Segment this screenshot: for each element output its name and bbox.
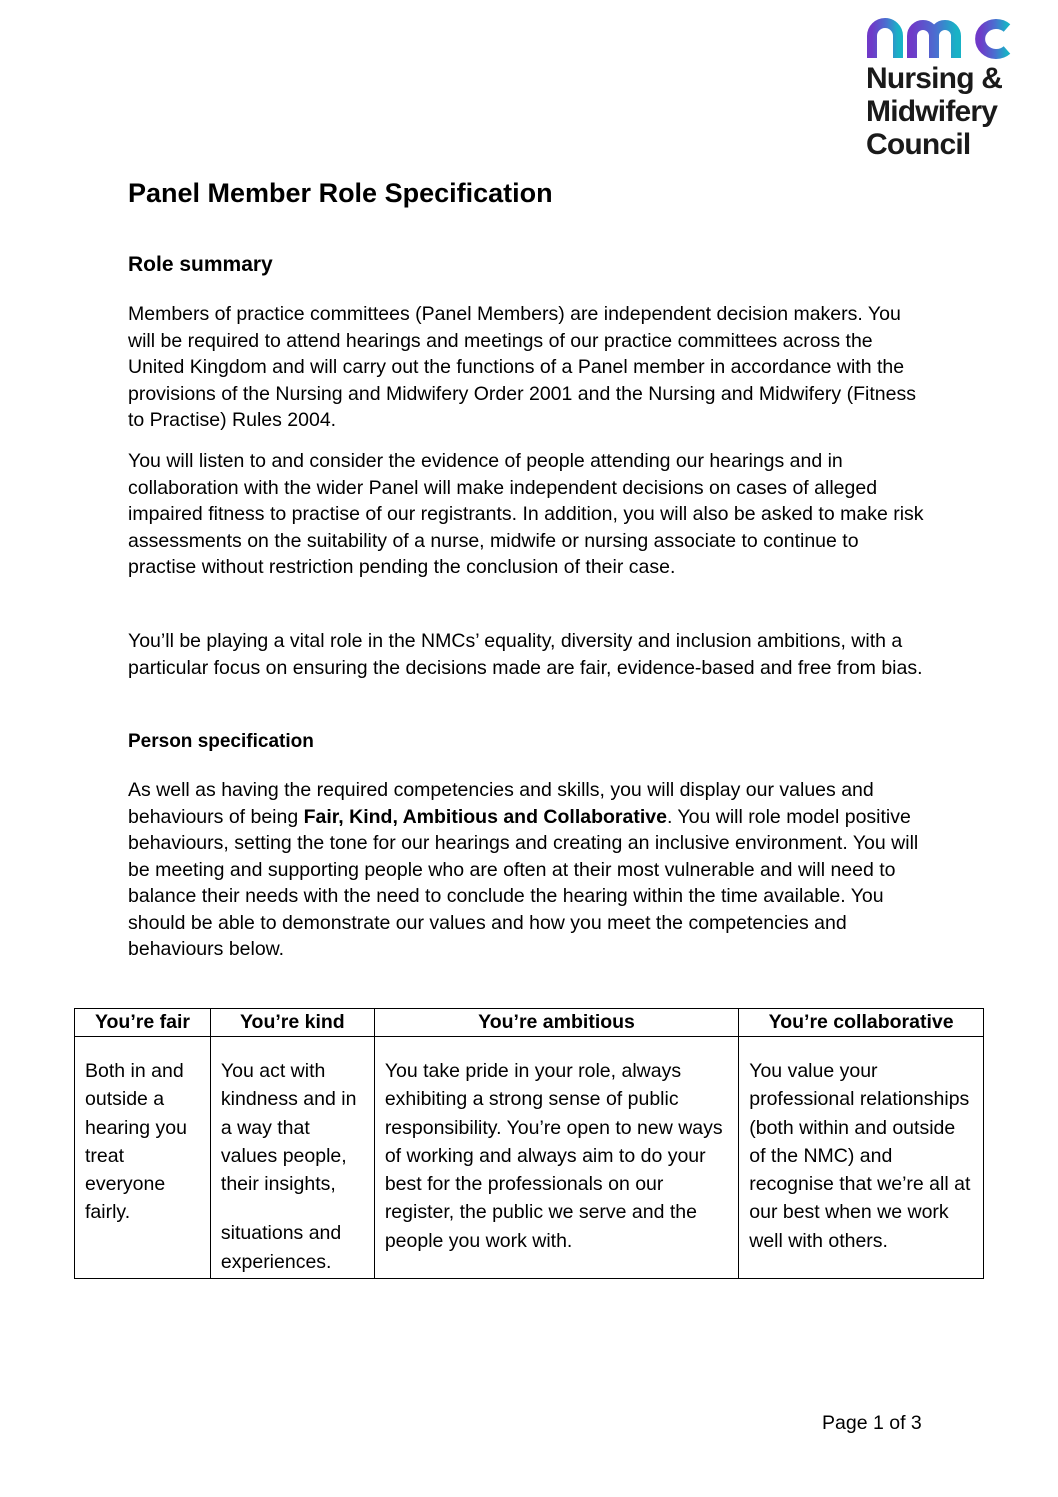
values-table-row bbox=[75, 1037, 984, 1279]
cell-kind-part-2: situations and experiences. bbox=[220, 1222, 342, 1273]
cell-kind bbox=[210, 1037, 374, 1279]
person-spec-paragraph bbox=[128, 777, 928, 963]
page-title: Panel Member Role Specification bbox=[128, 178, 553, 208]
cell-collaborative: You value your professional relationships (both within and outside of the NMC) and recognise that we’re all at our best when we work well with others. bbox=[739, 1037, 984, 1279]
role-summary-heading: Role summary bbox=[128, 253, 273, 276]
header-kind: You’re kind bbox=[210, 1009, 374, 1037]
person-spec-text-end: . You will role model positive behaviours, setting the tone for our hearings and creating an inclusive environment. You will be meeting and supporting people who are often at their most vulnerable and will need to balance their needs with the need to conclude the hearing within the time available. You should be able to demonstrate our values and how you meet the competencies and behaviours below. bbox=[128, 805, 919, 960]
logo-line-3: Council bbox=[866, 128, 971, 161]
header-fair: You’re fair bbox=[75, 1009, 211, 1037]
values-table bbox=[74, 1008, 984, 1279]
person-spec-heading: Person specification bbox=[128, 731, 314, 752]
role-summary-paragraph-3: You’ll be playing a vital role in the NMCs’ equality, diversity and inclusion ambitions, with a particular focus on ensuring the decisions made are fair, evidence-based and free from bias. bbox=[128, 630, 923, 679]
page-number: Page 1 of 3 bbox=[822, 1412, 922, 1434]
nmc-logo bbox=[866, 14, 1036, 160]
person-spec-text-start: As well as having the required competencies and skills, you will display our values and behaviours of being bbox=[128, 779, 874, 828]
cell-kind-part-1: You act with kindness and in a way that values people, their insights, bbox=[220, 1060, 357, 1196]
header-ambitious: You’re ambitious bbox=[374, 1009, 738, 1037]
role-summary-paragraph-2: You will listen to and consider the evidence of people attending our hearings and in collaboration with the wider Panel will make independent decisions on cases of alleged impaired fitness to practise of our registrants. In addition, you will also be asked to make risk assessments on the suitability of a nurse, midwife or nursing associate to continue to practise without restriction pending the conclusion of their case. bbox=[128, 450, 924, 578]
header-collaborative: You’re collaborative bbox=[739, 1009, 984, 1037]
logo-line-2: Midwifery bbox=[866, 95, 998, 128]
logo-line-1: Nursing & bbox=[866, 62, 1003, 95]
cell-ambitious: You take pride in your role, always exhibiting a strong sense of public responsibility. You’re open to new ways of working and always aim to do your best for the professionals on our register, the public we serve and the people you work with. bbox=[374, 1037, 738, 1279]
logo-wordmark bbox=[866, 62, 1002, 161]
role-summary-paragraph-1: Members of practice committees (Panel Members) are independent decision makers. You will be required to attend hearings and meetings of our practice committees across the United Kingdom and will carry out the functions of a Panel member in accordance with the provisions of the Nursing and Midwifery Order 2001 and the Nursing and Midwifery (Fitness to Practise) Rules 2004. bbox=[128, 303, 916, 431]
values-emphasis: Fair, Kind, Ambitious and Collaborative bbox=[303, 805, 667, 828]
cell-fair: Both in and outside a hearing you treat everyone fairly. bbox=[75, 1037, 211, 1279]
values-table-header-row bbox=[75, 1009, 984, 1037]
nmc-logo-mark-icon bbox=[866, 14, 1016, 60]
